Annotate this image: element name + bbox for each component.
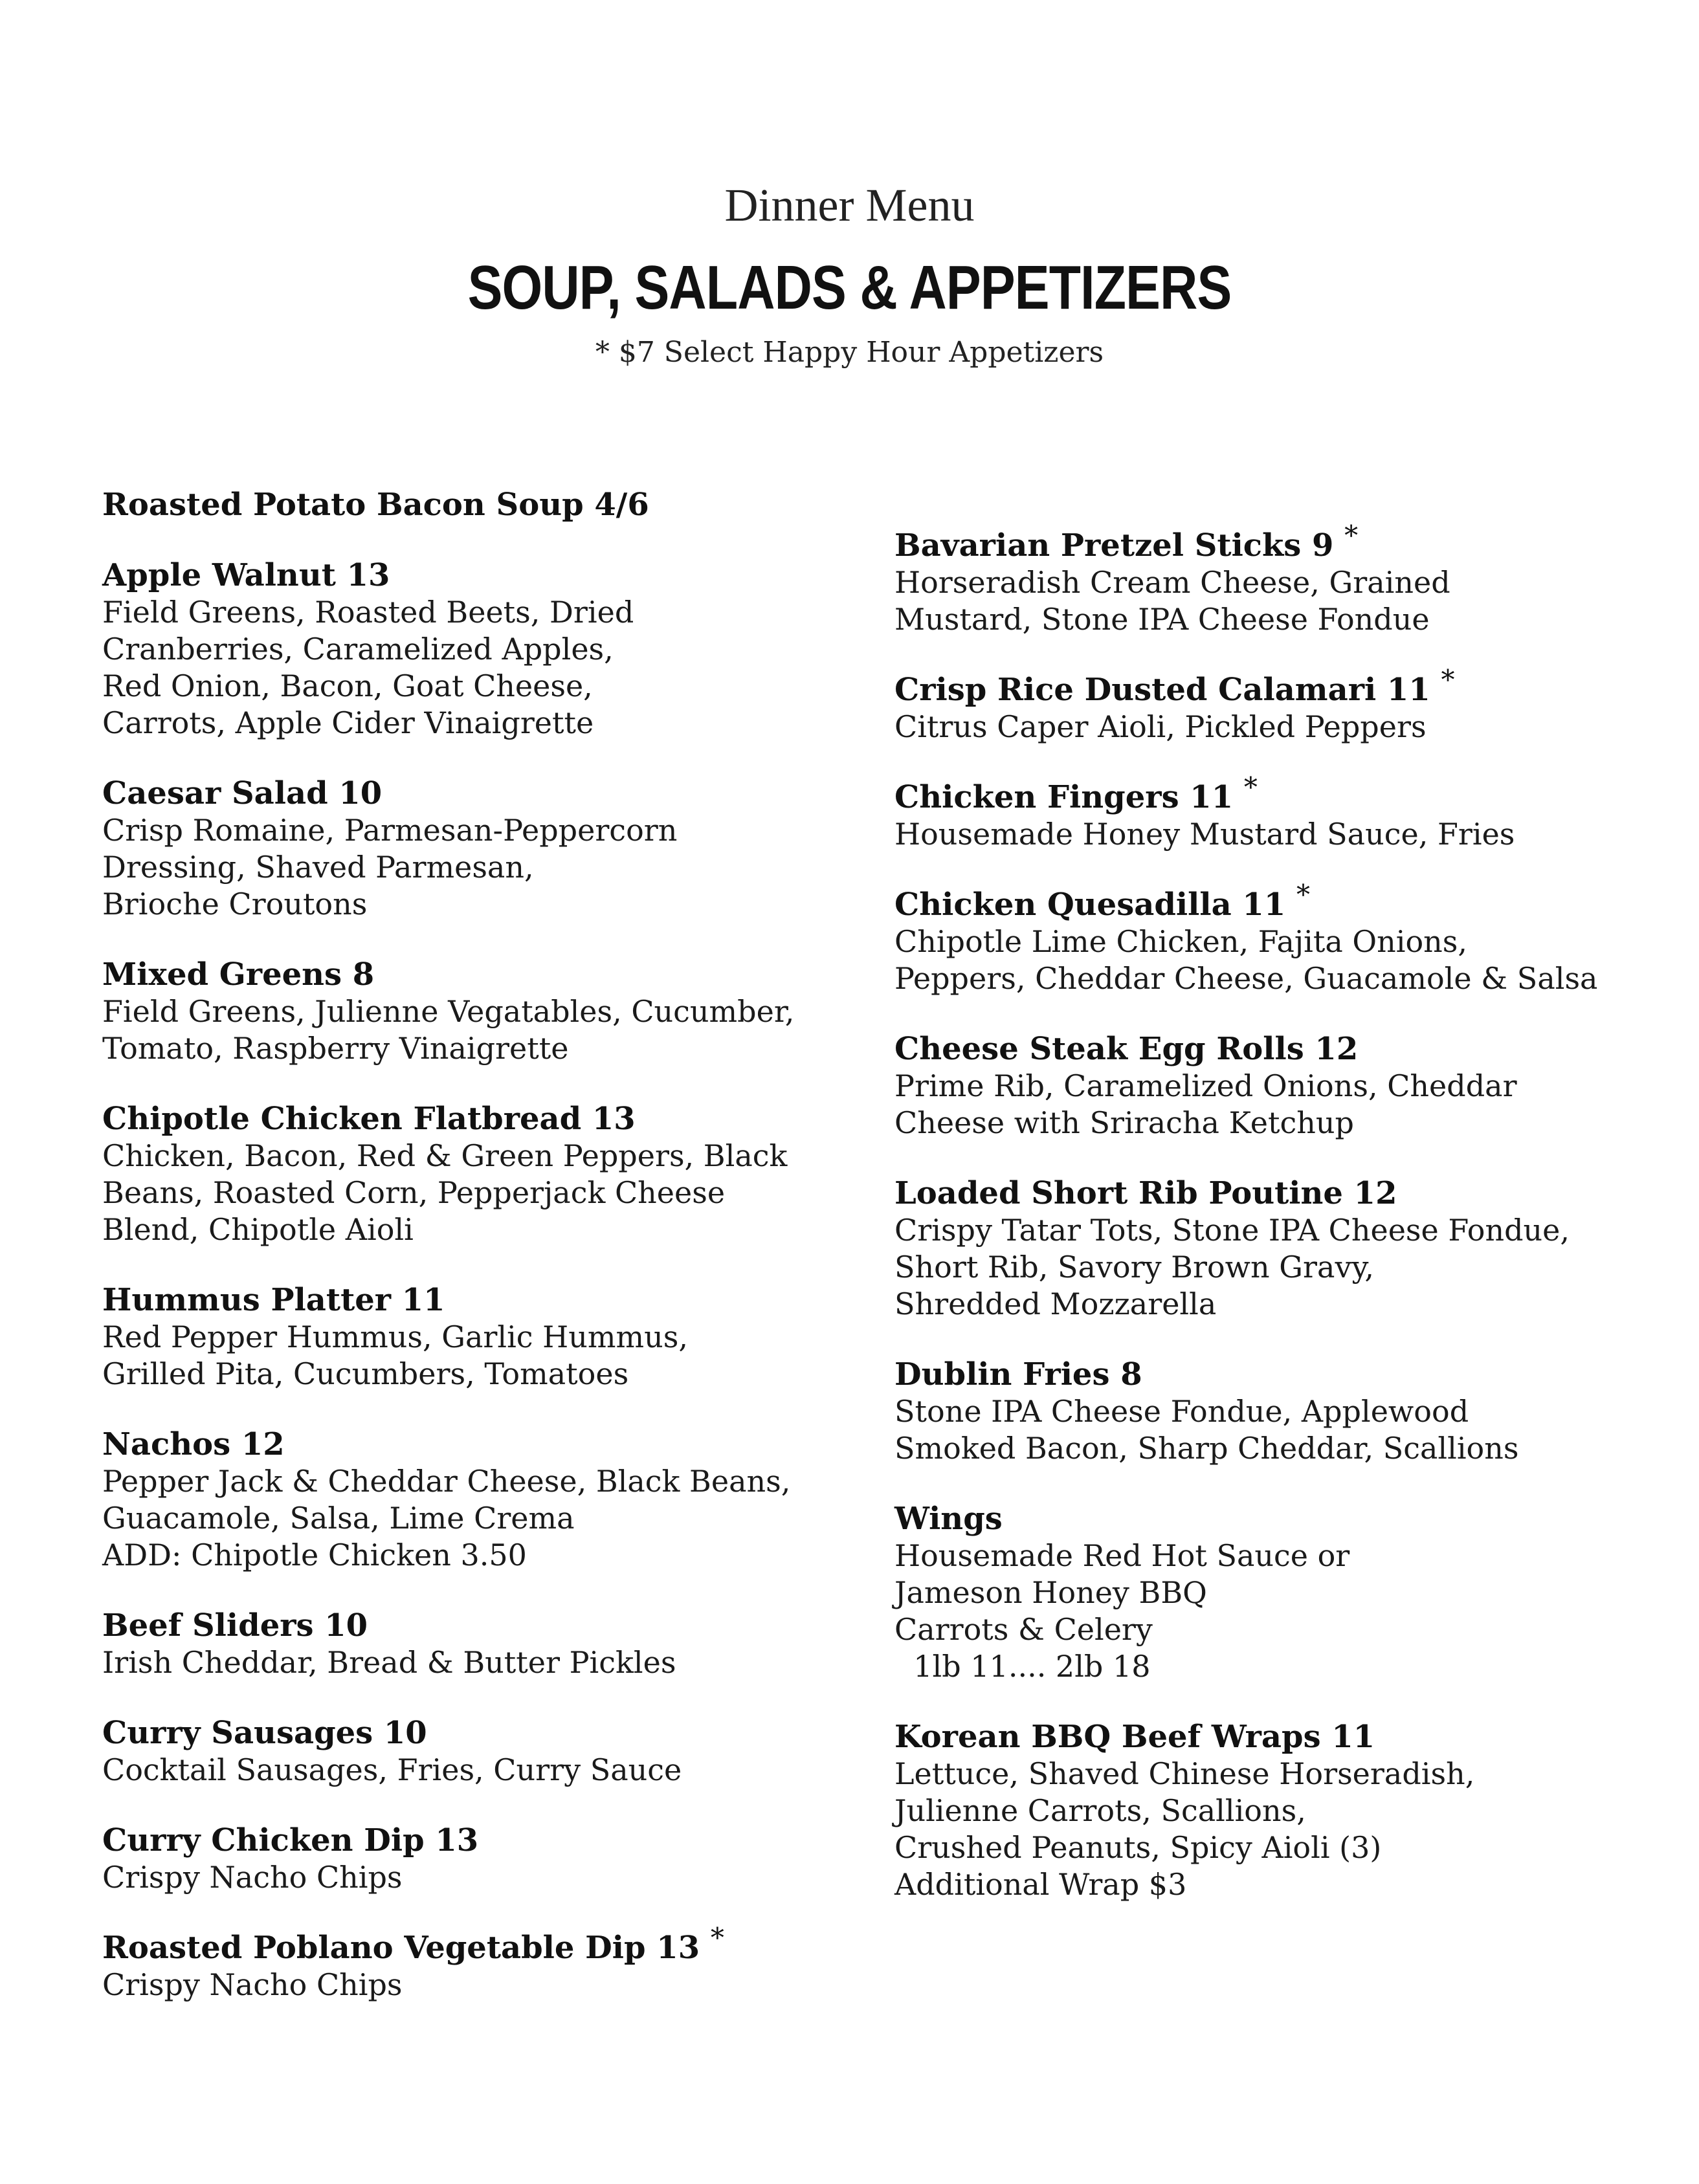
description-line: Shredded Mozzarella: [894, 1286, 1217, 1321]
description-line: Crispy Tatar Tots, Stone IPA Cheese Fondue,: [894, 1213, 1570, 1248]
page-title: SOUP, SALADS & APPETIZERS: [467, 253, 1232, 322]
description-line: Jameson Honey BBQ: [894, 1575, 1207, 1610]
menu-item-description: [102, 1752, 879, 1789]
menu-item-title: Chicken Quesadilla 11: [894, 887, 1286, 923]
menu-item-description: [102, 1319, 879, 1393]
menu-item-name: [894, 1719, 1671, 1756]
menu-item-title: Nachos 12: [102, 1426, 285, 1462]
menu-subtitle: Dinner Menu: [724, 179, 975, 231]
menu-item-name: [894, 771, 1671, 816]
description-line: Carrots, Apple Cider Vinaigrette: [102, 705, 594, 740]
description-line: Dressing, Shaved Parmesan,: [102, 850, 534, 885]
menu-item: [894, 520, 1671, 638]
menu-item-title: Wings: [894, 1501, 1003, 1537]
description-line: Citrus Caper Aioli, Pickled Peppers: [894, 709, 1427, 744]
description-line: Smoked Bacon, Sharp Cheddar, Scallions: [894, 1431, 1519, 1466]
menu-item-title: Chicken Fingers 11: [894, 779, 1234, 815]
menu-item-name: [102, 1426, 879, 1463]
description-line: Lettuce, Shaved Chinese Horseradish,: [894, 1756, 1475, 1791]
description-line: Field Greens, Julienne Vegatables, Cucumber,: [102, 994, 795, 1029]
menu-item-description: [102, 1463, 879, 1574]
menu-item-description: [102, 812, 879, 923]
description-line: Mustard, Stone IPA Cheese Fondue: [894, 602, 1430, 637]
menu-item-description: [102, 993, 879, 1067]
menu-item: [894, 1501, 1671, 1685]
menu-item: [894, 1175, 1671, 1323]
menu-item-description: [102, 1967, 879, 2003]
menu-item-title: Bavarian Pretzel Sticks 9: [894, 527, 1334, 564]
description-line: Red Onion, Bacon, Goat Cheese,: [102, 668, 593, 703]
menu-item: [102, 557, 879, 742]
menu-item-description: [894, 1756, 1671, 1903]
description-line: Chipotle Lime Chicken, Fajita Onions,: [894, 924, 1468, 959]
menu-item-description: [894, 709, 1671, 745]
menu-item: [102, 1715, 879, 1789]
menu-item-title: Apple Walnut 13: [102, 557, 390, 593]
menu-item-name: [894, 1175, 1671, 1212]
menu-item-name: [102, 1101, 879, 1138]
description-line: Peppers, Cheddar Cheese, Guacamole & Salsa: [894, 961, 1598, 996]
menu-item-description: [102, 594, 879, 742]
menu-item-title: Chipotle Chicken Flatbread 13: [102, 1101, 636, 1137]
menu-item-name: [102, 1822, 879, 1859]
menu-item-name: [102, 1715, 879, 1752]
description-line: Crispy Nacho Chips: [102, 1860, 403, 1895]
description-line: Beans, Roasted Corn, Pepperjack Cheese: [102, 1175, 726, 1210]
description-line: ADD: Chipotle Chicken 3.50: [102, 1538, 527, 1572]
menu-item: [894, 879, 1671, 997]
happy-hour-marker: *: [1344, 520, 1359, 551]
happy-hour-marker: *: [1243, 771, 1258, 803]
menu-item-title: Roasted Potato Bacon Soup 4/6: [102, 487, 649, 523]
menu-item: [102, 487, 879, 524]
menu-item: [894, 1356, 1671, 1467]
menu-item-title: Mixed Greens 8: [102, 956, 375, 993]
description-line: Stone IPA Cheese Fondue, Applewood: [894, 1394, 1469, 1429]
menu-item: [102, 1607, 879, 1681]
menu-item: [102, 956, 879, 1067]
menu-item: [894, 664, 1671, 745]
description-line: Crispy Nacho Chips: [102, 1967, 403, 2002]
happy-hour-marker: *: [1441, 664, 1455, 696]
menu-item: [894, 771, 1671, 853]
description-line: Grilled Pita, Cucumbers, Tomatoes: [102, 1356, 629, 1391]
menu-item-title: Caesar Salad 10: [102, 775, 383, 811]
happy-hour-marker: *: [710, 1922, 724, 1954]
menu-item-title: Loaded Short Rib Poutine 12: [894, 1175, 1397, 1211]
happy-hour-marker: *: [1296, 879, 1310, 910]
menu-item-title: Curry Sausages 10: [102, 1715, 427, 1751]
menu-item-name: [894, 1031, 1671, 1068]
description-line: Irish Cheddar, Bread & Butter Pickles: [102, 1645, 676, 1680]
description-line: Brioche Croutons: [102, 887, 368, 921]
description-line: Cranberries, Caramelized Apples,: [102, 632, 614, 667]
menu-item-name: [102, 1607, 879, 1644]
menu-item-name: [102, 487, 879, 524]
menu-item-name: [102, 775, 879, 812]
menu-item-name: [894, 1501, 1671, 1538]
menu-item: [894, 1031, 1671, 1142]
menu-item-title: Hummus Platter 11: [102, 1282, 445, 1318]
description-line: Chicken, Bacon, Red & Green Peppers, Black: [102, 1138, 788, 1173]
menu-item: [102, 1101, 879, 1248]
description-line: Cocktail Sausages, Fries, Curry Sauce: [102, 1752, 682, 1787]
menu-item: [102, 1282, 879, 1393]
description-line: Red Pepper Hummus, Garlic Hummus,: [102, 1319, 689, 1354]
left-menu-column: [102, 487, 879, 2037]
menu-item-title: Beef Sliders 10: [102, 1607, 368, 1644]
description-line: Crushed Peanuts, Spicy Aioli (3): [894, 1830, 1382, 1865]
right-menu-column: [894, 520, 1671, 1937]
description-line: Field Greens, Roasted Beets, Dried: [102, 595, 634, 630]
description-line: Housemade Honey Mustard Sauce, Fries: [894, 817, 1515, 852]
description-line: Additional Wrap $3: [894, 1867, 1187, 1902]
menu-item-title: Korean BBQ Beef Wraps 11: [894, 1719, 1375, 1755]
menu-item: [102, 1922, 879, 2003]
menu-item-name: [894, 520, 1671, 564]
description-line: Pepper Jack & Cheddar Cheese, Black Beans,: [102, 1464, 791, 1499]
description-line: Prime Rib, Caramelized Onions, Cheddar: [894, 1068, 1517, 1103]
menu-item-description: [102, 1138, 879, 1248]
description-line: Julienne Carrots, Scallions,: [894, 1793, 1306, 1828]
menu-item-title: Crisp Rice Dusted Calamari 11: [894, 672, 1430, 708]
menu-item-name: [102, 1282, 879, 1319]
menu-item-description: [102, 1859, 879, 1896]
menu-item-description: [894, 1393, 1671, 1467]
menu-item-name: [102, 956, 879, 993]
menu-item: [102, 775, 879, 923]
menu-item-description: [894, 1068, 1671, 1142]
happy-hour-note: * $7 Select Happy Hour Appetizers: [595, 336, 1104, 369]
menu-item: [102, 1822, 879, 1896]
menu-item-title: Roasted Poblano Vegetable Dip 13: [102, 1930, 700, 1966]
menu-item-name: [102, 557, 879, 594]
menu-item-name: [894, 879, 1671, 923]
menu-item-name: [894, 1356, 1671, 1393]
description-line: Blend, Chipotle Aioli: [102, 1212, 414, 1247]
menu-item-title: Curry Chicken Dip 13: [102, 1822, 479, 1859]
description-line: Crisp Romaine, Parmesan-Peppercorn: [102, 813, 678, 848]
description-line: Tomato, Raspberry Vinaigrette: [102, 1031, 569, 1066]
description-line: Horseradish Cream Cheese, Grained: [894, 565, 1450, 600]
description-line: 1lb 11.... 2lb 18: [894, 1649, 1151, 1684]
menu-item-description: [894, 1538, 1671, 1685]
menu-item-description: [894, 816, 1671, 853]
menu-item-title: Cheese Steak Egg Rolls 12: [894, 1031, 1359, 1067]
menu-item-title: Dublin Fries 8: [894, 1356, 1142, 1393]
description-line: Housemade Red Hot Sauce or: [894, 1538, 1350, 1573]
menu-item: [102, 1426, 879, 1574]
description-line: Carrots & Celery: [894, 1612, 1153, 1647]
menu-item-name: [894, 664, 1671, 709]
menu-item-description: [894, 564, 1671, 638]
description-line: Guacamole, Salsa, Lime Crema: [102, 1501, 575, 1536]
menu-item-description: [894, 923, 1671, 997]
description-line: Cheese with Sriracha Ketchup: [894, 1105, 1354, 1140]
description-line: Short Rib, Savory Brown Gravy,: [894, 1250, 1374, 1285]
menu-item-name: [102, 1922, 879, 1967]
menu-item-description: [894, 1212, 1671, 1323]
menu-item: [894, 1719, 1671, 1903]
menu-item-description: [102, 1644, 879, 1681]
